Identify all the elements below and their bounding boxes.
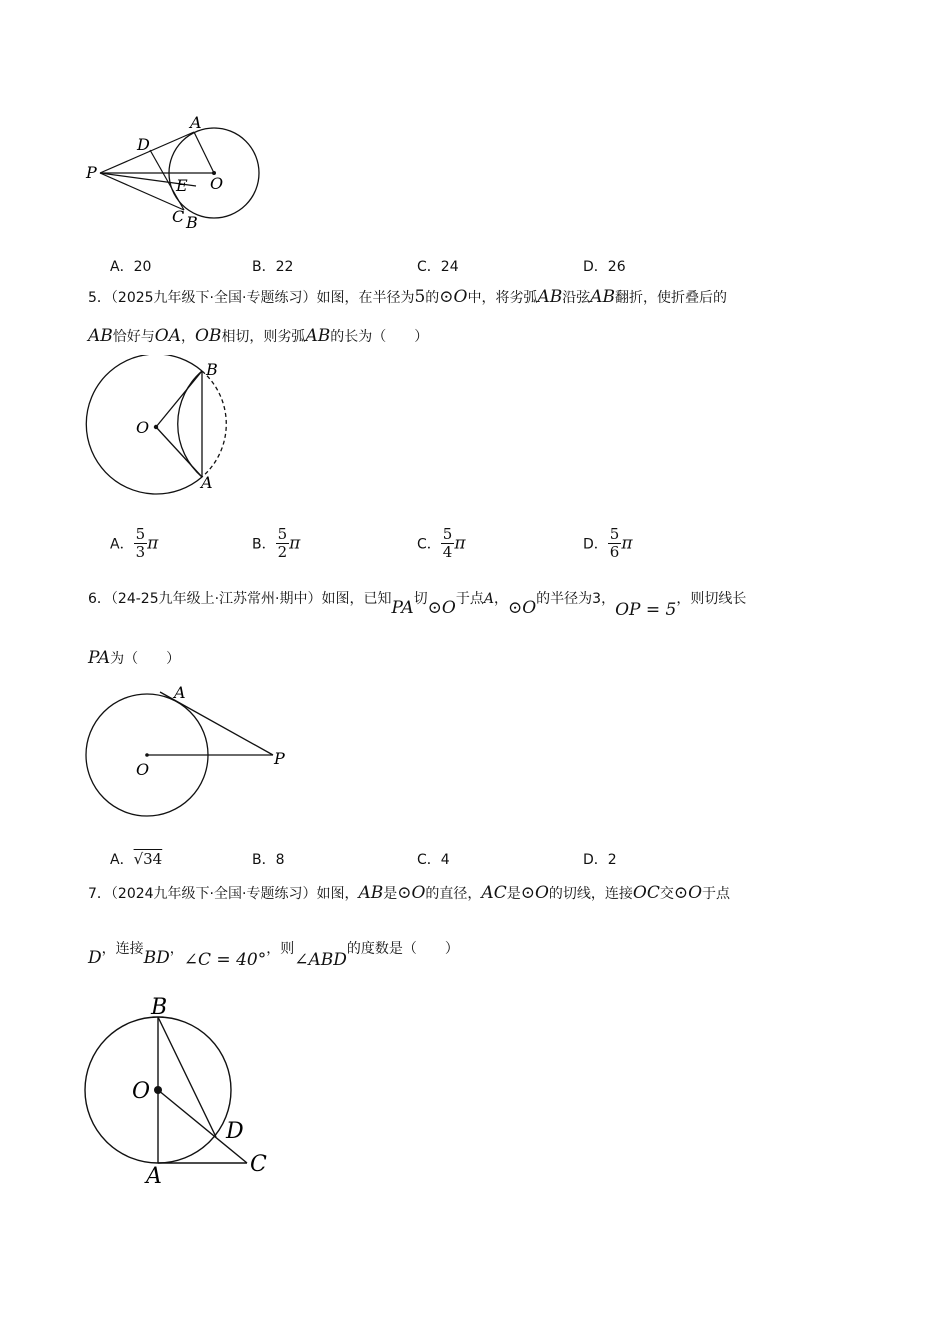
option-letter: B． <box>252 259 276 275</box>
q7-point-d: D <box>88 948 102 968</box>
fig7-line-bd <box>158 1017 216 1137</box>
fraction <box>441 526 455 561</box>
option-letter: C． <box>417 536 441 553</box>
q5-text: 翻折，使折叠后的 <box>615 290 728 306</box>
q5-option-d[interactable] <box>583 526 633 561</box>
q4-option-a[interactable] <box>110 256 151 276</box>
q5-circle-symbol: ⊙O <box>439 287 468 307</box>
q7-ab: AB <box>358 883 384 903</box>
option-letter: C． <box>417 852 441 868</box>
q5-text: 沿弦 <box>562 290 591 306</box>
q6-option-d[interactable] <box>583 849 617 869</box>
q6-op-equation: OP = 5 <box>615 600 677 620</box>
fig7-label-o: O <box>132 1079 151 1104</box>
q6-text: 为（ ） <box>110 651 181 667</box>
q7-text: ，连接 <box>101 941 144 957</box>
option-letter: B． <box>252 536 276 553</box>
option-value: 26 <box>607 259 626 275</box>
option-letter: B． <box>252 852 276 868</box>
q7-text: 的切线，连接 <box>548 886 633 902</box>
q7-source: （2024九年级下·全国·专题练习） <box>110 886 317 902</box>
q5-chord-ab: AB <box>590 287 616 307</box>
q7-text: 交 <box>659 886 674 902</box>
q7-oc: OC <box>632 883 660 903</box>
q7-text: 于点 <box>702 886 731 902</box>
fig7-label-b: B <box>151 995 168 1020</box>
fig5-line-ob <box>156 371 202 427</box>
q5-radius: 5 <box>414 287 426 307</box>
option-value: 24 <box>440 259 459 275</box>
figure-q4 <box>80 110 280 235</box>
fig7-point-o <box>154 1086 162 1094</box>
pi-symbol: π <box>147 533 159 554</box>
q4-option-c[interactable] <box>417 256 459 276</box>
q5-ob: OB <box>195 326 222 346</box>
q6-pa: PA <box>88 648 111 668</box>
fig7-label-c: C <box>250 1152 267 1177</box>
q6-stem-line2 <box>88 648 180 668</box>
q6-option-b[interactable] <box>252 849 285 869</box>
q7-circle-symbol: ⊙O <box>520 883 549 903</box>
q7-stem-line1 <box>88 883 730 903</box>
option-value: 20 <box>133 259 152 275</box>
q4-option-b[interactable] <box>252 256 293 276</box>
q7-text: 的直径， <box>425 886 482 902</box>
q6-option-a[interactable] <box>110 849 162 869</box>
option-letter: C． <box>417 259 441 275</box>
q7-ac: AC <box>481 883 507 903</box>
pi-symbol: π <box>621 533 633 554</box>
fig5-label-o: O <box>136 418 150 437</box>
fig6-label-p: P <box>274 749 285 768</box>
q7-text: 如图， <box>316 886 359 902</box>
numerator: 5 <box>442 525 453 543</box>
option-value: 22 <box>275 259 294 275</box>
q5-arc-ab: AB <box>537 287 563 307</box>
q6-text: ， <box>493 591 508 607</box>
q7-stem-line2 <box>88 938 459 970</box>
figure-q6 <box>80 680 300 820</box>
q5-text: 的长为（ ） <box>330 329 429 345</box>
pi-symbol: π <box>454 533 466 554</box>
q5-folded-arc: AB <box>88 326 113 346</box>
q5-option-c[interactable] <box>417 526 466 561</box>
q6-circle-symbol: ⊙O <box>507 598 537 618</box>
fig4-label-e: E <box>176 176 188 195</box>
denominator: 6 <box>609 543 620 561</box>
fig7-label-d: D <box>226 1119 244 1144</box>
q5-text: ， <box>181 329 195 345</box>
q5-option-a[interactable] <box>110 526 158 561</box>
q5-option-b[interactable] <box>252 526 300 561</box>
q5-text: 相切，则劣弧 <box>221 329 306 345</box>
fraction <box>276 526 290 561</box>
fig5-label-a: A <box>201 473 213 492</box>
q6-text: 切 <box>413 591 428 607</box>
option-value: 4 <box>440 852 450 868</box>
q5-stem-line1 <box>88 287 727 307</box>
fraction <box>608 526 622 561</box>
q5-source: （2025九年级下·全国·专题练习） <box>110 290 317 306</box>
q5-number: 5． <box>88 290 111 306</box>
fig4-label-o: O <box>210 174 224 193</box>
fig5-point-o <box>154 425 158 429</box>
fig6-label-a: A <box>174 683 186 702</box>
q6-point-a: A <box>483 591 494 607</box>
q6-pa: PA <box>391 598 414 618</box>
q7-angle-abd: ∠ABD <box>294 950 347 970</box>
q7-circle-symbol: ⊙O <box>397 883 426 903</box>
q7-text: 是 <box>383 886 398 902</box>
q7-circle-symbol: ⊙O <box>673 883 703 903</box>
q6-option-c[interactable] <box>417 849 450 869</box>
numerator: 5 <box>135 525 146 543</box>
option-letter: A． <box>110 536 134 553</box>
fig4-label-p: P <box>86 163 97 182</box>
fig6-label-o: O <box>136 760 150 779</box>
fig4-label-d: D <box>137 135 150 154</box>
q7-text: 的度数是（ ） <box>346 941 459 957</box>
figure-q7 <box>80 990 290 1195</box>
q5-arc-ab-2: AB <box>305 326 331 346</box>
fig5-label-b: B <box>206 360 218 379</box>
denominator: 4 <box>442 543 453 561</box>
q7-angle-c: ∠C = 40° <box>183 950 267 970</box>
q5-text: 恰好与 <box>112 329 155 345</box>
q7-bd: BD <box>143 948 170 968</box>
q6-text: 于点 <box>455 591 484 607</box>
option-value: 2 <box>607 852 617 868</box>
option-value: √34 <box>133 850 163 868</box>
q5-oa: OA <box>154 326 181 346</box>
numerator: 5 <box>277 525 288 543</box>
denominator: 3 <box>135 543 146 561</box>
q5-text: 的 <box>425 290 440 306</box>
q6-stem-line1 <box>88 588 747 620</box>
fig5-folded-arc <box>178 371 202 477</box>
q5-text: 如图，在半径为 <box>316 290 415 306</box>
q5-text: 中，将劣弧 <box>467 290 538 306</box>
option-letter: D． <box>583 852 608 868</box>
q6-source: （24-25九年级上·江苏常州·期中） <box>110 591 322 607</box>
option-letter: A． <box>110 259 134 275</box>
q4-option-d[interactable] <box>583 256 626 276</box>
fig4-label-a: A <box>190 113 202 132</box>
q6-text: 的半径为3， <box>536 591 616 607</box>
option-letter: A． <box>110 852 134 868</box>
q5-stem-line2 <box>88 326 428 346</box>
fig5-minor-arc-dashed <box>202 371 226 477</box>
fig4-label-b: B <box>186 213 198 232</box>
q6-text: 如图，已知 <box>321 591 392 607</box>
fig4-label-c: C <box>172 207 185 226</box>
q6-circle-symbol: ⊙O <box>427 598 456 618</box>
fig6-point-o <box>145 753 149 757</box>
q7-text: ， <box>169 941 184 957</box>
q7-text: 是 <box>506 886 521 902</box>
numerator: 5 <box>609 525 620 543</box>
figure-q5 <box>80 355 250 505</box>
fig7-label-a: A <box>146 1164 162 1189</box>
q6-number: 6． <box>88 591 111 607</box>
q7-number: 7． <box>88 886 111 902</box>
q7-text: ，则 <box>266 941 295 957</box>
pi-symbol: π <box>289 533 301 554</box>
option-value: 8 <box>275 852 285 868</box>
denominator: 2 <box>277 543 288 561</box>
q6-text: ，则切线长 <box>676 591 747 607</box>
fraction <box>134 526 148 561</box>
fig4-line-oa <box>194 132 214 173</box>
option-letter: D． <box>583 536 608 553</box>
option-letter: D． <box>583 259 608 275</box>
